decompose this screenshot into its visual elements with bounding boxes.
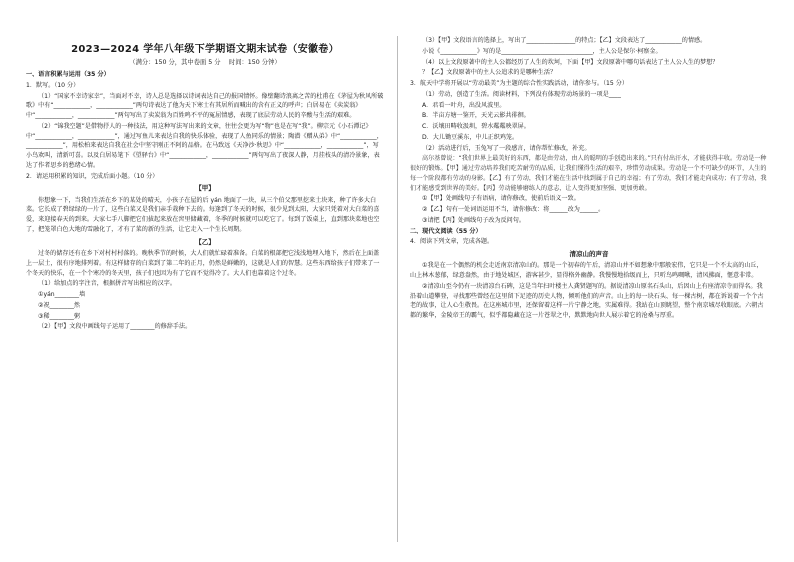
edit-task-2: ②【乙】句有一处词语运用不当，请你修改：将______改为______。	[422, 206, 605, 213]
question-3-1: （1）劳动，创造了生活。阅读材料，下列没有体现劳动场景的一项是____	[422, 90, 621, 98]
question-2-3-cont: 小说《____________》写的是______________________________，主人公是保尔·柯察金。	[422, 47, 662, 55]
exam-meta: （满分：150 分，其中卷面 5 分 时间：150 分钟）	[129, 59, 281, 66]
section-heading: 一、语言积累与运用（35 分）	[26, 71, 110, 79]
choice-b: B．半亩方塘一鉴开，天光云影共徘徊。	[422, 112, 530, 120]
right-column	[410, 36, 768, 322]
column-divider	[397, 36, 398, 542]
question-3: 3．航天中学将开展以“劳动最美”为主题的综合性实践活动，请你参与。（15 分）	[410, 80, 628, 87]
choice-c: C．沃壤田畴收汲圳，碧水粼粼映翠屏。	[422, 123, 530, 130]
left-column	[26, 40, 384, 333]
edit-task-1: ①【甲】处画线句子有语病，请你修改，使前后语义一致。	[422, 195, 580, 203]
question-1-1: （1）“国家不幸诗家幸”，当面对不幸，诗人总是选择以诗词表达自己的报国情怀。像壁翻诗浪离之苦的杜甫在《茅屋为秋风所破歌》中有“____________，____________”两句诗表达了他为天下寒士有其居所而喊出的含有正义的呼声；白居易在《卖炭翁》中“____________，____________”两句写出了卖炭翁为百姓鸣不平的冤屈情感，表现了底层劳动人民的辛酸与生活的艰难。	[26, 92, 384, 120]
question-2-1: （1）给加点的字注音，根据拼音写出相应的汉字。	[38, 280, 176, 288]
question-4: 4．阅读下列文章，完成各题。	[410, 238, 494, 246]
page-title: 2023—2024 学年八年级下学期语文期末试卷（安徽卷）	[71, 44, 339, 55]
question-2-2: （2）【甲】文段中画线句子运用了________的修辞手法。	[38, 323, 192, 331]
option-2: ②祝________然	[38, 301, 81, 309]
passage-a-tag: 【甲】	[195, 184, 215, 193]
essay-passage: 高尔基曾说：“我们世界上最美好的东西，都是由劳动，由人的聪明的手创造出来的。”只有付出汗水，才能获得丰收。劳动是一种很好的锻炼。【甲】通过劳动培养我们吃苦耐劳的品质，让我们懂得生活的艰辛，珍惜劳动成果。劳动是一个不可缺少的环节，人生的每一个阶段都有劳动的身影。【乙】有了劳动，我们才能在生活中找到属于自己的幸福；有了劳动，我们才能走向成功；有了劳动，我们才能感受到世界的美好。【丙】劳动能够磨练人的意志，让人变得更加坚强、更加勇敢。	[410, 155, 767, 192]
article-para-1: ①我是在一个偶然的机会走近南京清凉山的。那是一个初春的午后，清凉山并不如想象中那般宏伟，它只是一个不太高的山丘，山上林木葱郁，绿意盎然，由于地处城区，游客甚少，显得格外幽静。我慢慢地拾级而上，只听鸟鸣啁啾，清风拂面，惬意非常。	[410, 262, 763, 280]
question-2-4: （4）以上文段原著中的主人公都经历了人生的坎坷，下面【甲】文段原著中哪句话表达了主人公人生的梦想？	[422, 58, 719, 66]
question-1: 1．默写。（10 分）	[26, 81, 80, 89]
option-1: ①yán________墙	[38, 291, 86, 299]
passage-b-tag: 【乙】	[195, 237, 215, 246]
question-3-2: （2）活动进行后，玉兔写了一段感言，请你帮忙修改，补充。	[422, 144, 591, 152]
question-1-2: （2）“锦我空题”是借物抒人的一种技法，用这种写法写出来的文章，往往会更为写“物”也是在写“我”。柳宗元《小石潭记》中“____________，____________”，通过写鱼儿来表达自我的快乐体验，表现了人鱼同乐的情景；陶潜《赠从弟》中“____________，____________”，用松柏来表达自我在社会中坚守刚正不阿的品格。在马致远《天净沙·秋思》中“____________，____________”，写小鸟欢叫，清新可喜。以及白居易笔下《望驿台》中“____________，____________”两句写出了夜深人静，月挂枝头的清冷景象，表达了作者思乡的愁绪心情。	[26, 122, 383, 169]
choice-a: A．君看一叶舟，出没风波里。	[422, 101, 506, 109]
edit-task-3: ③请把【丙】处画线句子改为反问句。	[422, 216, 525, 224]
article-title: 清凉山的声音	[569, 250, 609, 258]
choice-d: D．大儿锄豆溪东，中儿正织鸡笼。	[422, 133, 519, 141]
option-3: ③稀________粥	[38, 312, 81, 320]
question-2-4-cont: ？【乙】文段原著中的主人公追求的是哪种生活？	[422, 69, 557, 77]
section-heading-2: 二、现代文阅读（55 分）	[410, 227, 482, 235]
question-2-3: （3）【甲】文段语言的选择上，写出了________________的特点；【乙】文段表达了____________的情感。	[422, 37, 707, 44]
article-para-2: ②清凉山至今仍有一块清凉台石碑，这是当年扫叶楼主人龚贤题写的。据说清凉山原名石头山，后因山上有座清凉寺而得名。我沿着山道攀登，寻找那些曾经在这里留下足迹的历史人物，倾听他们的声音。山上的每一块石头、每一棵古树，都在诉说着一个个古老的故事，让人心生敬畏。在这座城市里，还保留着这样一片宁静之地，实属难得。我站在山顶眺望，整个南京城尽收眼底。六朝古都的繁华，金陵帝王的霸气，似乎都隐藏在这一片苍翠之中，默默地向世人展示着它的沧桑与厚重。	[410, 282, 764, 320]
passage-a: 你想象一下，当我们生活在乡下的某处的晴天，小孩子在屋的后 yán 地面了一块，从三个伯父那里挖来土块来，种了许多大白菜。它长成了碧绿绿的一片了，这些白菜又是我们亲手栽种下去的。每逢到了冬天的时候，很少见到太阳，大家只凭着对大白菜的喜爱，来迎接春天的到来。大家七手八脚把它们拔起来放在窖里储藏着，冬季的时候就可以吃它了。每到了饭桌上，直到那块菜地也空了，把笼罩白色大地的雪融化了，才有了菜的新的生活，让它走入一个生长周期。	[26, 196, 380, 233]
question-2: 2．请运用积累的知识，完成后面小题。（10 分）	[26, 172, 159, 180]
passage-b: 过冬的储存还有在乡下对村村村落的。晚秋季节的时候，大人们就忙碌着准备。白菜的根部把它浅浅地埋入地下，然后在上面盖上一层土，很有序地排列着。有这样储存的白菜到了第二年的正月，仍然是鲜嫩的，这就是人们的智慧。这些东西给孩子们带来了一个冬天的快乐，在一个个寒冷的冬天里，孩子们也因为有了它而不觉得冷了。大人们也靠着这个过冬。	[26, 250, 380, 277]
